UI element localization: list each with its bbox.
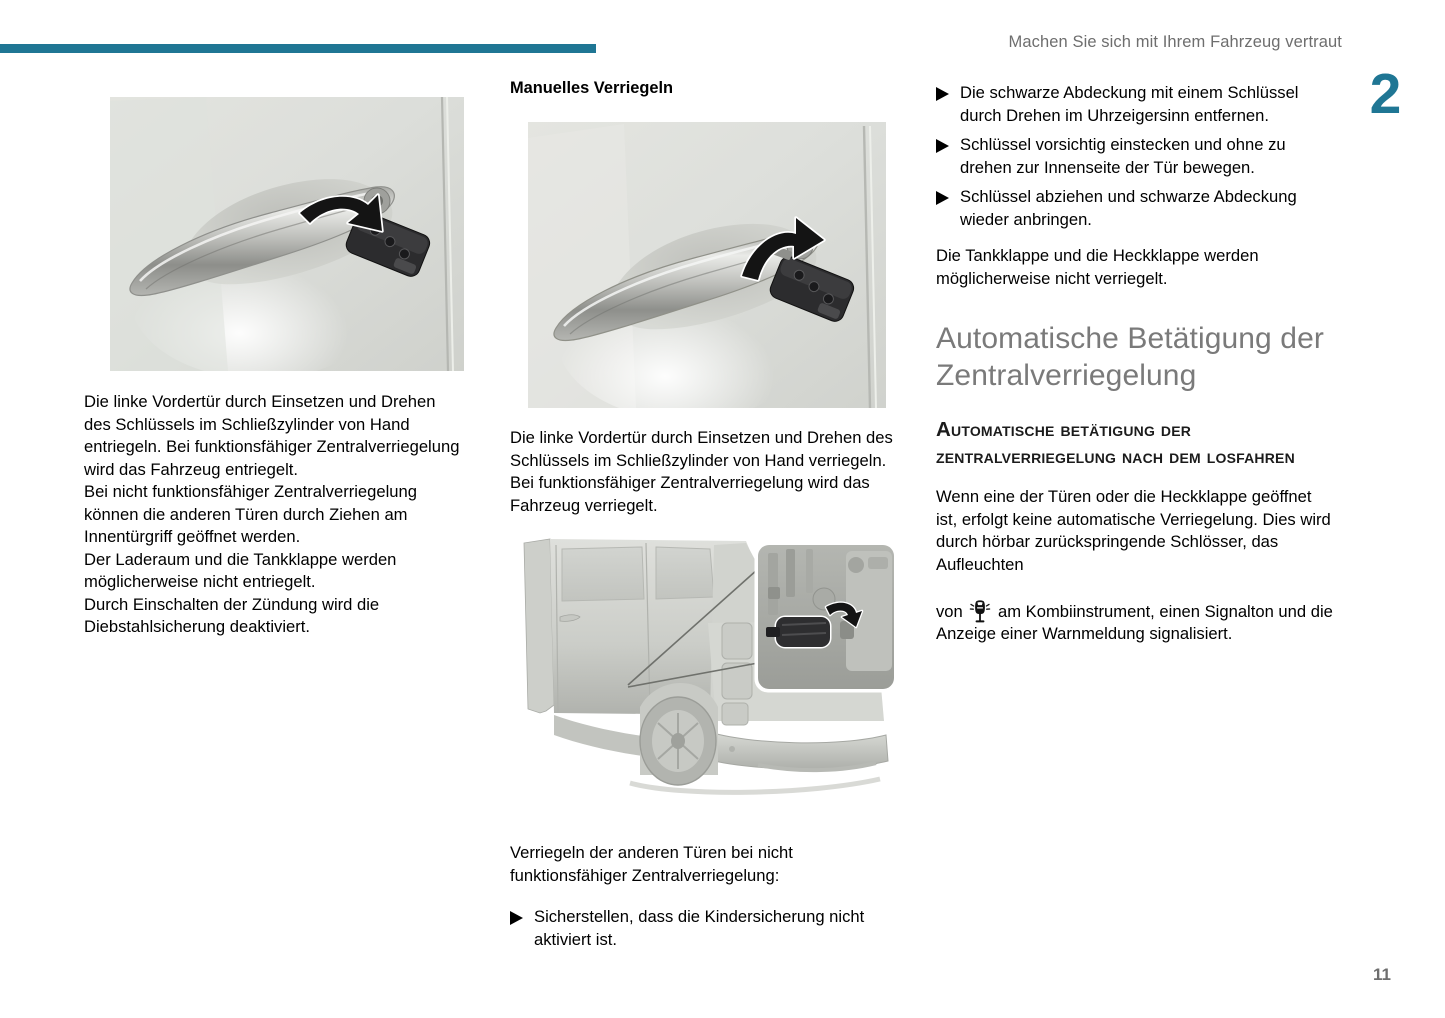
header-title: Machen Sie sich mit Ihrem Fahrzeug vertraut [1008,33,1342,51]
right-column-body [936,486,1336,646]
paragraph: Die Tankklappe und die Heckklappe werden möglicherweise nicht verriegelt. [936,246,1259,288]
header-rule [0,44,596,53]
right-column-bullets [936,82,1336,231]
bullet-item [936,82,1336,127]
paragraph: Verriegeln der anderen Türen bei nicht funktionsfähiger Zentralverriegelung: [510,843,793,885]
section-heading: Automatische Betätigung der Zentralverriegelung [936,322,1324,392]
bullet-item [936,134,1336,179]
subsection-heading: Automatische betätigung der zentralverriegelung nach dem losfahren [936,418,1295,468]
bullet-text: Schlüssel vorsichtig einstecken und ohne zu drehen zur Innenseite der Tür bewegen. [960,135,1286,177]
paragraph: Der Laderaum und die Tankklappe werden möglicherweise nicht entriegelt. [84,549,397,591]
triangle-bullet-icon [510,911,523,925]
van-rear-childlock-illustration [510,535,897,820]
triangle-bullet-icon [936,139,949,153]
middle-column [510,78,905,958]
paragraph: Bei nicht funktionsfähiger Zentralverriegelung können die anderen Türen durch Ziehen am Innentürgriff geöffnet werden. [84,482,417,546]
paragraph: Die linke Vordertür durch Einsetzen und Drehen des Schlüssels im Schließzylinder von Hand entriegeln. Bei funktionsfähiger Zentralverriegelung wird das Fahrzeug entriegelt. [84,392,460,479]
bullet-text: Die schwarze Abdeckung mit einem Schlüssel durch Drehen im Uhrzeigersinn entfernen. [960,83,1299,125]
bullet-item [936,186,1336,231]
triangle-bullet-icon [936,87,949,101]
door-handle-unlock-illustration [110,97,464,371]
middle-column-bullets [510,906,905,951]
body-text-part-1: Wenn eine der Türen oder die Heckklappe geöffnet ist, erfolgt keine automatische Verriegelung. Dies wird durch hörbar zurückspringende Schlösser, das Aufleuchten [936,487,1331,574]
body-text-part-2: von [936,601,963,621]
left-column [84,78,464,639]
right-column-note [936,245,1336,290]
middle-column-lead-in [510,842,905,887]
middle-column-text [510,427,905,517]
door-ajar-warning-icon [969,599,991,623]
triangle-bullet-icon [936,191,949,205]
subheading-manuelles-verriegeln: Manuelles Verriegeln [510,79,674,97]
chapter-number: 2 [1369,62,1401,126]
bullet-text: Sicherstellen, dass die Kindersicherung nicht aktiviert ist. [534,907,865,949]
bullet-item [510,906,905,951]
paragraph: Die linke Vordertür durch Einsetzen und Drehen des Schlüssels im Schließzylinder von Hand verriegeln. Bei funktionsfähiger Zentralverriegelung wird das Fahrzeug verriegelt. [510,428,893,515]
left-column-text [84,391,464,639]
paragraph: Durch Einschalten der Zündung wird die Diebstahlsicherung deaktiviert. [84,594,380,636]
body-text-part-3: am Kombiinstrument, einen Signalton und die Anzeige einer Warnmeldung signalisiert. [936,601,1333,643]
page-number: 11 [1373,965,1391,984]
door-handle-lock-illustration [528,122,886,408]
bullet-text: Schlüssel abziehen und schwarze Abdeckung wieder anbringen. [960,187,1297,229]
right-column [936,78,1336,646]
